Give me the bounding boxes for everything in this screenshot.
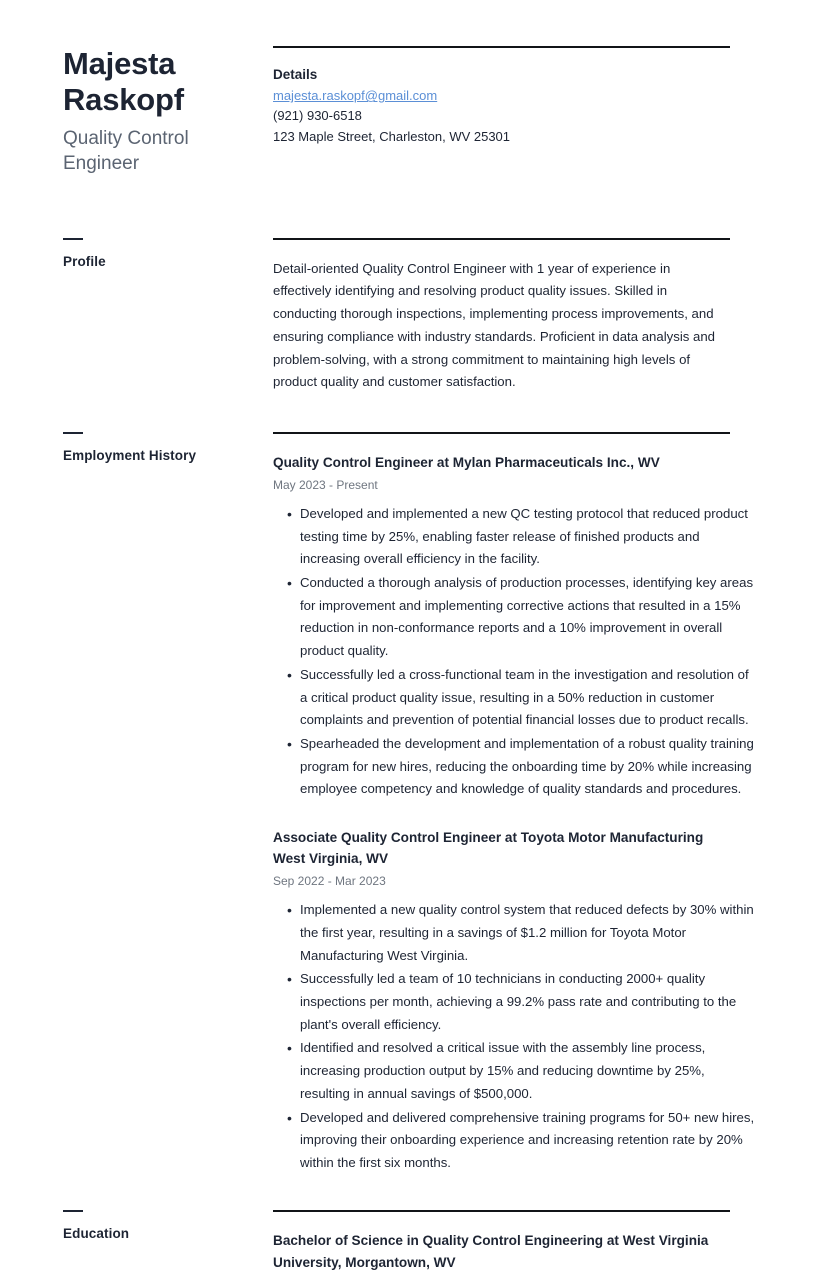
employment-left-column <box>0 432 273 465</box>
profile-left-column <box>0 238 273 271</box>
job-bullet-list <box>273 899 785 1174</box>
section-dash-icon <box>63 432 83 434</box>
job-bullet: • Conducted a thorough analysis of production processes, identifying key areas for improvement and implementing corrective actions that resulted in a 15% reduction in non-conformance reports and a 10% improvement in overall product quality. <box>273 572 758 663</box>
education-title: Bachelor of Science in Quality Control Engineering at West Virginia University, Morgantown, WV <box>273 1232 709 1270</box>
employment-entry <box>273 452 785 801</box>
job-date: May 2023 - Present <box>273 477 378 492</box>
job-title: Quality Control Engineer at Mylan Pharmaceuticals Inc., WV <box>273 454 660 470</box>
job-bullet: • Successfully led a cross-functional team in the investigation and resolution of a critical product quality issue, resulting in a 50% reduction in customer complaints and prevention of potential financial losses due to product recalls. <box>273 664 758 732</box>
job-bullet: • Developed and implemented a new QC testing protocol that reduced product testing time by 25%, enabling faster release of finished products and increasing overall efficiency in the facility. <box>273 503 758 571</box>
profile-divider <box>273 238 730 240</box>
job-bullet: • Developed and delivered comprehensive training programs for 50+ new hires, improving their onboarding experience and increasing retention rate by 20% within the first six months. <box>273 1107 758 1175</box>
employment-section <box>0 432 833 1176</box>
details-divider <box>273 46 730 48</box>
profile-content <box>273 238 833 394</box>
profile-text: Detail-oriented Quality Control Engineer with 1 year of experience in effectively identifying and resolving product quality issues. Skilled in conducting thorough inspections, implementing process improvements, and ensuring compliance with industry standards. Proficient in data analysis and problem-solving, with a strong commitment to maintaining high levels of product quality and customer satisfaction. <box>273 260 716 390</box>
education-content <box>273 1210 833 1274</box>
header-left-column <box>0 46 273 176</box>
employment-divider <box>273 432 730 434</box>
section-label-employment: Employment History <box>63 447 197 463</box>
section-label-education: Education <box>63 1225 130 1241</box>
education-section <box>0 1210 833 1274</box>
employment-content <box>273 432 833 1176</box>
email-link[interactable]: majesta.raskopf@gmail.com <box>273 88 438 104</box>
details-email-line <box>273 86 785 106</box>
header-section <box>0 0 833 176</box>
job-bullet: • Successfully led a team of 10 technicians in conducting 2000+ quality inspections per month, achieving a 99.2% pass rate and contributing to the plant's overall efficiency. <box>273 968 758 1036</box>
job-bullet: • Identified and resolved a critical issue with the assembly line process, increasing production output by 15% and reducing downtime by 25%, resulting in annual savings of $500,000. <box>273 1037 758 1105</box>
job-title: Associate Quality Control Engineer at Toyota Motor Manufacturing West Virginia, WV <box>273 830 704 867</box>
profile-section <box>0 238 833 394</box>
header-subtitle: Quality Control Engineer <box>63 127 189 174</box>
details-address: 123 Maple Street, Charleston, WV 25301 <box>273 128 511 144</box>
education-left-column <box>0 1210 273 1243</box>
section-dash-icon <box>63 1210 83 1212</box>
job-bullet-list <box>273 503 785 801</box>
education-entry <box>273 1230 785 1274</box>
job-bullet: • Implemented a new quality control system that reduced defects by 30% within the first year, resulting in a savings of $1.2 million for Toyota Motor Manufacturing West Virginia. <box>273 899 758 967</box>
employment-entry <box>273 827 785 1175</box>
details-phone: (921) 930-6518 <box>273 108 362 124</box>
details-column <box>273 46 833 147</box>
job-bullet: • Spearheaded the development and implementation of a robust quality training program for new hires, reducing the onboarding time by 20% while increasing employee competency and knowledge of quality standards and procedures. <box>273 733 758 801</box>
page-title: Majesta Raskopf <box>63 46 184 118</box>
details-heading: Details <box>273 67 318 82</box>
education-divider <box>273 1210 730 1212</box>
section-label-profile: Profile <box>63 253 106 269</box>
section-dash-icon <box>63 238 83 240</box>
job-date: Sep 2022 - Mar 2023 <box>273 874 386 889</box>
